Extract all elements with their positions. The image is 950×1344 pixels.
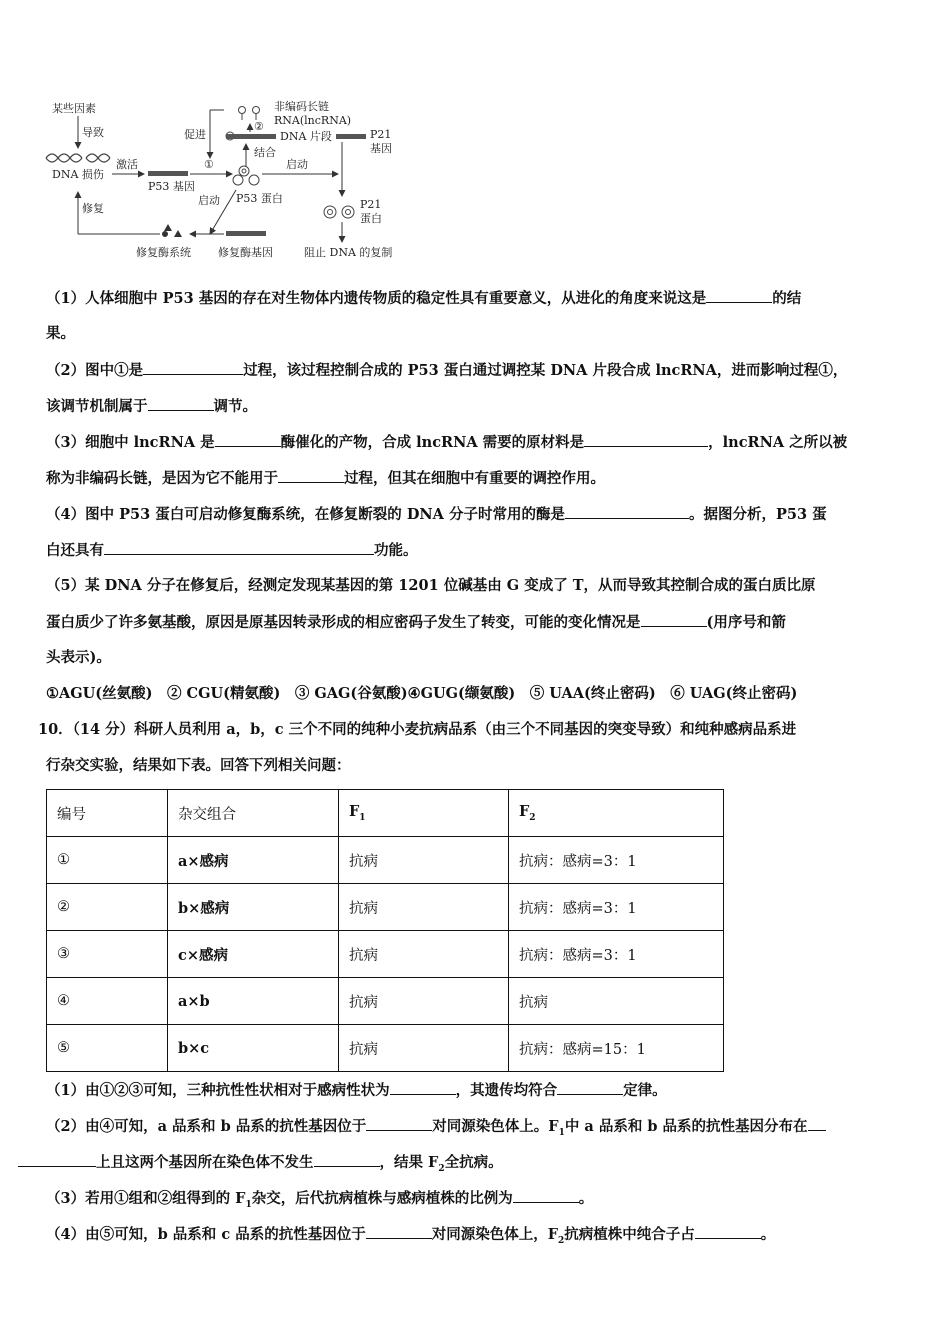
q10-part3: （3）若用①组和②组得到的 $F_1$杂交，后代抗病植株与感病植株的比例为 。 [46,1190,594,1210]
header-cell: $F_1$ [339,790,509,837]
blank[interactable] [366,1224,432,1239]
label-p53-gene: P53 基因 [148,180,195,193]
q10-intro-line2: 行杂交实验，结果如下表。回答下列相关问题： [46,757,351,774]
blank[interactable] [706,288,772,303]
blank[interactable] [215,432,281,447]
blank[interactable] [641,612,707,627]
repair-gene-bar [226,231,266,236]
q10-part4: （4）由⑤可知，b 品系和 c 品系的抗性基因位于 对同源染色体上，$F_2$抗病植株中纯合子占 。 [46,1226,776,1246]
label-p21-gene-2: 基因 [370,142,392,155]
label-factors: 某些因素 [52,102,96,115]
label-dna-fragment: DNA 片段 [280,130,332,143]
cross-results-table [46,789,724,1072]
blank[interactable] [584,432,708,447]
q9-part4-line1: （4）图中 P53 蛋白可启动修复酶系统，在修复断裂的 DNA 分子时常用的酶是 。据图分析，P53 蛋 [46,506,827,523]
blank[interactable] [314,1152,380,1167]
table-cell: 抗病 [339,978,509,1025]
blank[interactable] [808,1116,826,1131]
table-cell: 抗病 [339,1025,509,1072]
p53-protein-icon [239,166,249,176]
table-cell: ④ [47,978,168,1025]
table-cell: 抗病 [339,884,509,931]
enzyme-icon [162,224,182,237]
table-cell: 抗病：感病=3：1 [509,884,724,931]
label-p21-protein-2: 蛋白 [360,212,382,225]
dna-fragment-bar [226,134,276,139]
label-repair-gene: 修复酶基因 [218,246,273,259]
label-start-1: 启动 [286,158,308,171]
label-start-2: 启动 [198,194,220,207]
label-cause: 导致 [82,126,104,139]
q9-part1-line2: 果。 [46,325,75,342]
blank[interactable] [143,360,243,375]
q9-part4-line2: 白还具有 功能。 [46,542,418,559]
table-row [47,837,724,884]
q10-part1: （1）由①②③可知，三种抗性性状相对于感病性状为 ，其遗传均符合 定律。 [46,1082,667,1099]
blank[interactable] [513,1188,579,1203]
label-repair-system: 修复酶系统 [136,246,191,259]
blank[interactable] [278,468,344,483]
table-header-row [47,790,724,837]
table-cell: ① [47,837,168,884]
table-cell: 抗病 [339,931,509,978]
q9-part2-line2: 该调节机制属于 调节。 [46,398,257,415]
dna-helix-left [46,154,82,162]
label-p53-protein: P53 蛋白 [236,192,283,205]
blank[interactable] [390,1080,456,1095]
table-cell: 抗病：感病=3：1 [509,931,724,978]
q10-intro-line1: 10．（14 分）科研人员利用 a，b，c 三个不同的纯种小麦抗病品系（由三个不同基因的突变导致）和纯种感病品系进 [38,721,797,738]
table-cell: ② [47,884,168,931]
header-cell: $F_2$ [509,790,724,837]
label-promote: 促进 [184,128,206,141]
header-cell: 编号 [47,790,168,837]
table-cell: ⑤ [47,1025,168,1072]
label-lncrna: 非编码长链 [274,100,329,113]
table-row [47,931,724,978]
q9-part2-line1: （2）图中①是 过程，该过程控制合成的 P53 蛋白通过调控某 DNA 片段合成 lncRNA，进而影响过程①， [46,362,848,379]
blank[interactable] [557,1080,623,1095]
table-cell: 抗病 [339,837,509,884]
label-p21-protein: P21 [360,198,382,211]
q10-part2-line1: （2）由④可知，a 品系和 b 品系的抗性基因位于 对同源染色体上。$F_1$中 a 品系和 b 品系的抗性基因分布在 [46,1116,826,1143]
table-cell: a×感病 [168,837,339,884]
label-lncrna-2: RNA(lncRNA) [274,114,352,127]
label-dna-damage: DNA 损伤 [52,168,104,181]
blank[interactable] [104,540,374,555]
table-cell: 抗病：感病=3：1 [509,837,724,884]
blank[interactable] [695,1224,761,1239]
table-cell: c×感病 [168,931,339,978]
blank[interactable] [18,1152,96,1167]
label-p21-gene: P21 [370,128,392,141]
label-circle-2: ② [254,120,264,133]
p21-gene-bar [336,134,366,139]
p53-gene-bar [148,171,188,176]
q9-part5-line2: 蛋白质少了许多氨基酸，原因是原基因转录形成的相应密码子发生了转变，可能的变化情况是 (用序号和箭 [46,614,786,631]
p53-pathway-diagram [40,96,420,268]
table-cell: 抗病：感病=15：1 [509,1025,724,1072]
q9-part5-line1: （5）某 DNA 分子在修复后，经测定发现某基因的第 1201 位碱基由 G 变成了 T，从而导致其控制合成的蛋白质比原 [46,577,816,594]
table-row [47,1025,724,1072]
q9-codon-options: ①AGU(丝氨酸) ② CGU(精氨酸) ③ GAG(谷氨酸)④GUG(缬氨酸) ⑤ UAA(终止密码) ⑥ UAG(终止密码) [46,685,798,702]
blank[interactable] [565,504,689,519]
blank[interactable] [366,1116,432,1131]
q9-part3-line2: 称为非编码长链，是因为它不能用于 过程，但其在细胞中有重要的调控作用。 [46,470,605,487]
p21-protein-icon [324,206,336,218]
label-circle-1: ① [204,158,214,171]
table-cell: 抗病 [509,978,724,1025]
table-row [47,978,724,1025]
q9-part5-line3: 头表示)。 [46,649,111,666]
q10-part2-line2: 上且这两个基因所在染色体不发生 ，结果 $F_2$全抗病。 [18,1152,503,1179]
table-cell: ③ [47,931,168,978]
q9-part1-line1: （1）人体细胞中 P53 基因的存在对生物体内遗传物质的稳定性具有重要意义，从进化的角度来说这是 的结 [46,290,802,307]
label-block-dna: 阻止 DNA 的复制 [304,246,393,259]
label-bind: 结合 [254,146,276,159]
table-cell: b×感病 [168,884,339,931]
table-cell: b×c [168,1025,339,1072]
label-activate: 激活 [116,158,138,171]
q9-part3-line1: （3）细胞中 lncRNA 是 酶催化的产物，合成 lncRNA 需要的原材料是 ，lncRNA 之所以被 [46,434,848,451]
blank[interactable] [148,396,214,411]
table-row [47,884,724,931]
label-repair: 修复 [82,202,104,215]
table-cell: a×b [168,978,339,1025]
header-cell: 杂交组合 [168,790,339,837]
